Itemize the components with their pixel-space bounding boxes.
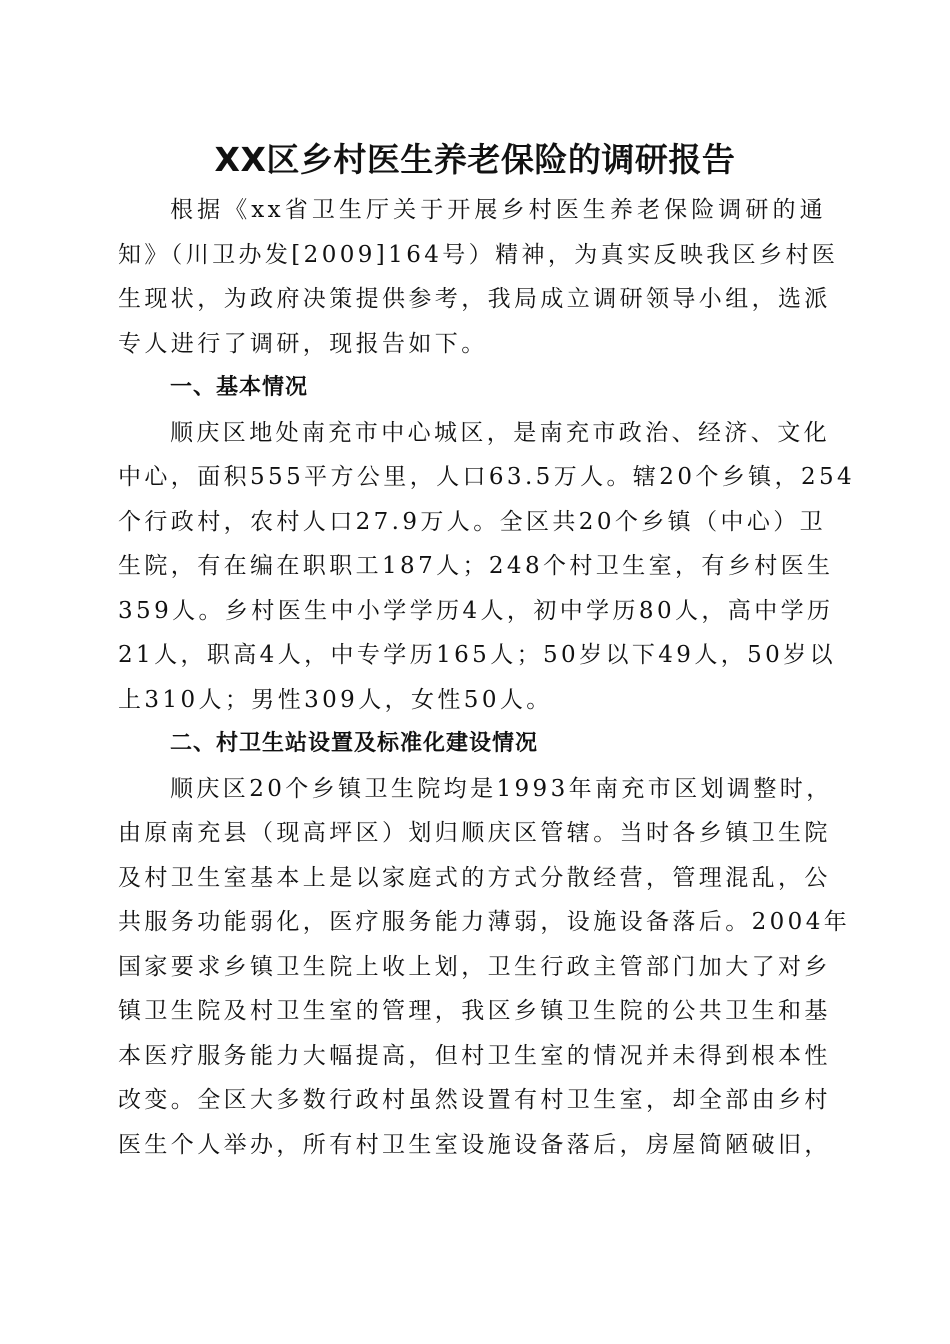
intro-line: 生现状，为政府决策提供参考，我局成立调研领导小组，选派 xyxy=(118,286,831,312)
section2-line: 顺庆区20个乡镇卫生院均是1993年南充市区划调整时， xyxy=(170,775,833,802)
section-heading-clinic-setup: 二、村卫生站设置及标准化建设情况 xyxy=(170,731,539,756)
section1-line: 上310人；男性309人，女性50人。 xyxy=(118,686,553,713)
section2-line: 改变。全区大多数行政村虽然设置有村卫生室，却全部由乡村 xyxy=(118,1087,831,1113)
section2-line: 本医疗服务能力大幅提高，但村卫生室的情况并未得到根本性 xyxy=(118,1042,831,1069)
document-title: XX区乡村医生养老保险的调研报告 xyxy=(214,140,736,179)
section2-paragraph xyxy=(118,767,851,1168)
section1-line: 生院，有在编在职职工187人；248个村卫生室，有乡村医生 xyxy=(118,553,834,579)
section1-line: 中心，面积555平方公里，人口63.5万人。辖20个乡镇，254 xyxy=(118,464,856,490)
intro-line: 专人进行了调研，现报告如下。 xyxy=(118,330,488,357)
section1-paragraph xyxy=(118,411,856,723)
section2-line: 医生个人举办，所有村卫生室设施设备落后，房屋简陋破旧， xyxy=(118,1131,831,1158)
section1-line: 21人，职高4人，中专学历165人；50岁以下49人，50岁以 xyxy=(118,642,836,668)
section2-line: 共服务功能弱化，医疗服务能力薄弱，设施设备落后。2004年 xyxy=(118,909,851,935)
section1-line: 359人。乡村医生中小学学历4人，初中学历80人，高中学历 xyxy=(118,597,834,624)
section1-line: 顺庆区地处南充市中心城区，是南充市政治、经济、文化 xyxy=(170,419,830,446)
section2-line: 国家要求乡镇卫生院上收上划，卫生行政主管部门加大了对乡 xyxy=(118,953,831,980)
section2-line: 镇卫生院及村卫生室的管理，我区乡镇卫生院的公共卫生和基 xyxy=(118,998,831,1024)
section1-line: 个行政村，农村人口27.9万人。全区共20个乡镇（中心）卫 xyxy=(118,508,827,535)
document-body xyxy=(118,188,856,1167)
intro-paragraph xyxy=(118,188,839,366)
intro-line: 根据《xx省卫生厅关于开展乡村医生养老保险调研的通 xyxy=(170,197,826,223)
section2-line: 及村卫生室基本上是以家庭式的方式分散经营，管理混乱，公 xyxy=(118,864,831,891)
intro-line: 知》（川卫办发[2009]164号）精神，为真实反映我区乡村医 xyxy=(118,241,839,268)
section2-line: 由原南充县（现高坪区）划归顺庆区管辖。当时各乡镇卫生院 xyxy=(118,820,831,846)
section-heading-basic-info: 一、基本情况 xyxy=(170,375,309,400)
